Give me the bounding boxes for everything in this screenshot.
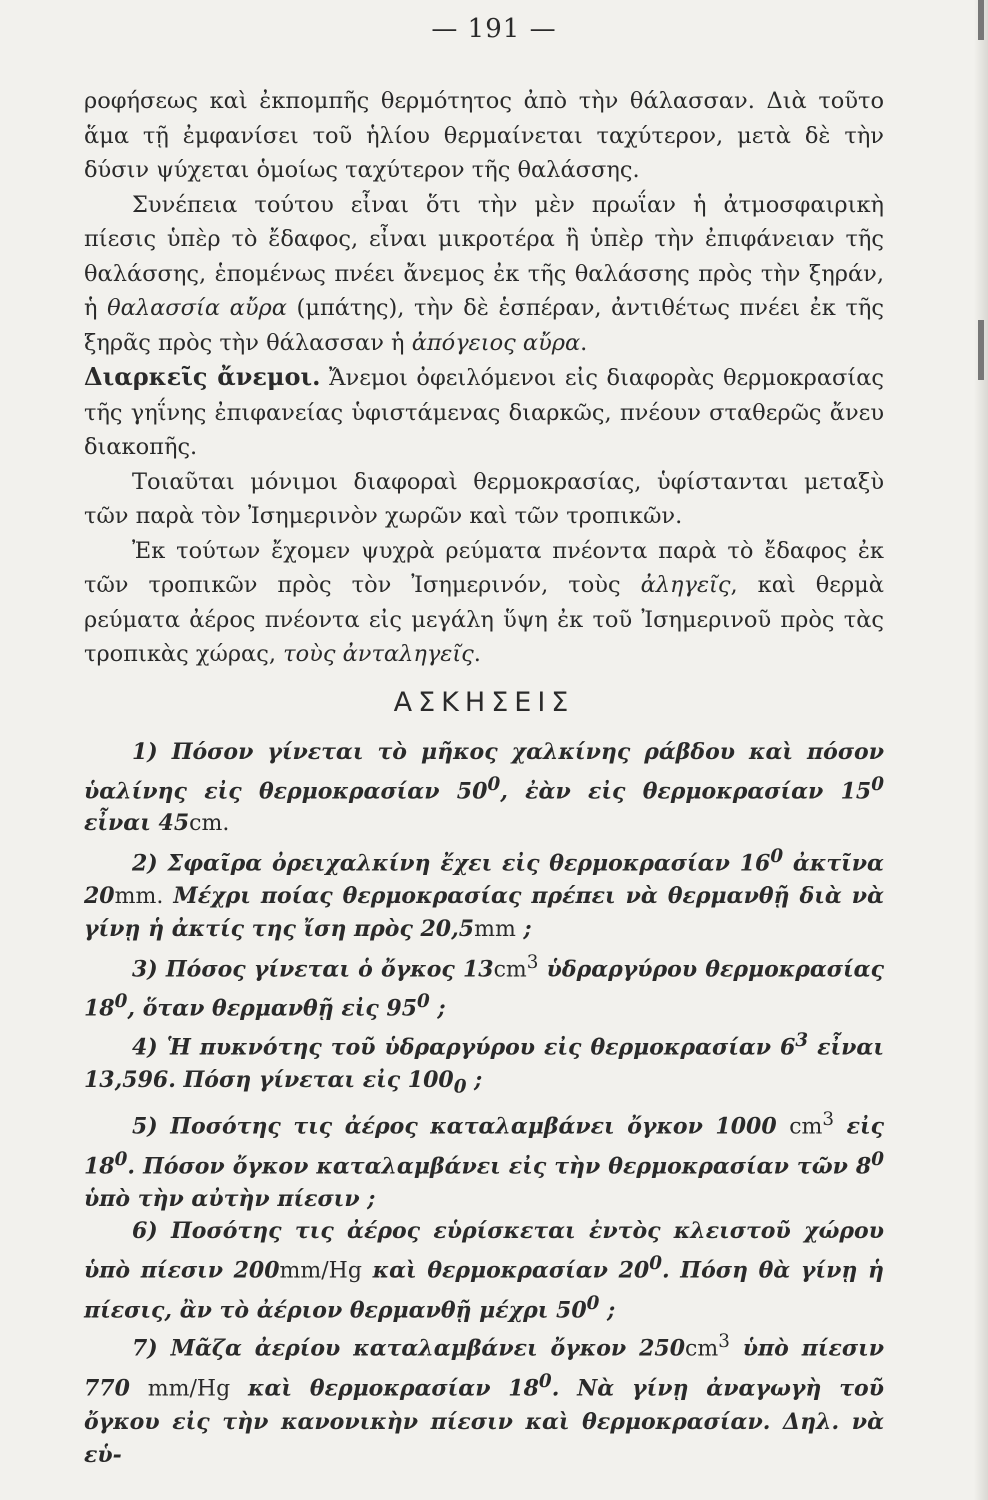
exercise-2-text-2: ἀκτῖνα 20: [84, 850, 884, 909]
exercise-3-unit: cm: [493, 956, 527, 982]
page-number: — 191 —: [431, 14, 557, 44]
exercise-1-unit: cm.: [189, 811, 230, 837]
paragraph-5-end: .: [473, 641, 481, 667]
exercise-5-text: 5) Ποσότης τις ἀέρος καταλαμβάνει ὄγκον 1000: [132, 1113, 790, 1140]
paragraph-5: [84, 534, 884, 672]
page-body: [84, 84, 884, 1471]
paragraph-2: [84, 188, 884, 361]
paragraph-2-end: .: [580, 329, 588, 356]
exercise-5-text-2: εἰς 18: [84, 1113, 885, 1180]
exercise-1-sup: 0: [487, 773, 501, 795]
exercise-3-text-3: , ὅταν θερμανθῇ εἰς 95: [127, 995, 418, 1022]
paragraph-2-text: Συνέπεια τούτου εἶναι ὅτι τὴν μὲν πρωΐαν ἡ ἀτμοσφαιρικὴ πίεσις ὑπὲρ τὸ ἔδαφος, εἶναι μικροτέρα ἢ ὑπὲρ τὴν ἐπιφάνειαν τῆς θαλάσσης, ἑπομένως πνέει ἄνεμος ἐκ τῆς θαλάσσης πρὸς τὴν ξηράν, ἡ: [84, 191, 884, 321]
exercise-7-text-3: καὶ θερμοκρασίαν 18: [230, 1375, 539, 1402]
exercise-6-sup-2: 0: [586, 1292, 600, 1314]
exercise-6-text: 6) Ποσότης τις ἀέρος εὑρίσκεται ἐντὸς κλειστοῦ χώρου ὑπὸ πίεσιν 200: [84, 1218, 884, 1284]
exercise-1-sup-2: 0: [871, 773, 885, 795]
exercise-7-text: 7) Μᾶζα ἀερίου καταλαμβάνει ὄγκον 250: [132, 1335, 686, 1362]
exercise-5-sup: 3: [822, 1109, 835, 1131]
exercise-6-unit: mm/Hg: [279, 1258, 362, 1284]
section-heading-constant-winds: Διαρκεῖς ἄνεμοι.: [84, 362, 321, 391]
exercise-7: [84, 1326, 884, 1471]
term-land-breeze: ἀπόγειος αὔρα: [411, 329, 581, 356]
exercise-1-text-2: , ἐὰν εἰς θερμοκρασίαν 15: [500, 777, 872, 804]
exercise-5-text-3: . Πόσον ὄγκον καταλαμβάνει εἰς τὴν θερμοκρασίαν τῶν 8: [127, 1153, 872, 1180]
exercise-6-sup: 0: [649, 1252, 662, 1274]
exercise-6: [84, 1215, 884, 1326]
exercise-2-unit: mm.: [114, 883, 164, 909]
exercise-2-sup: 0: [770, 845, 784, 867]
exercise-1-text-3: εἶναι 45: [84, 810, 190, 837]
exercise-5: [84, 1104, 884, 1215]
exercises-title: ΑΣΚΗΣΕΙΣ: [393, 686, 575, 718]
exercise-2: [84, 841, 884, 947]
exercise-7-sup: 3: [718, 1331, 730, 1353]
exercise-5-sup-2: 0: [114, 1148, 128, 1170]
exercise-3: [84, 947, 884, 1026]
exercise-2-unit-2: mm: [474, 917, 516, 943]
term-anti-trade-winds: τοὺς ἀνταληγεῖς: [283, 641, 474, 667]
exercise-6-text-2: καὶ θερμοκρασίαν 20: [361, 1257, 650, 1284]
exercise-3-text-2: ὑδραργύρου θερμοκρασίας 18: [84, 955, 884, 1022]
exercise-7-end: . Νὰ γίνῃ ἀναγωγὴ τοῦ ὄγκου εἰς τὴν κανονικὴν πίεσιν καὶ θερμοκρασίαν. Δηλ. νὰ εὑ-: [84, 1375, 884, 1468]
exercise-7-unit-2: mm/Hg: [147, 1376, 231, 1402]
paragraph-5-text-cont: , καὶ θερμὰ ρεύματα ἀέρος πνέοντα εἰς μεγάλη ὕψη ἐκ τοῦ Ἰσημερινοῦ πρὸς τὰς τροπικὰς χώρας,: [84, 572, 884, 667]
term-sea-breeze: θαλασσία αὔρα: [107, 295, 287, 321]
exercise-7-unit: cm: [685, 1336, 719, 1362]
exercise-2-text: 2) Σφαῖρα ὀρειχαλκίνη ἔχει εἰς θερμοκρασίαν 16: [132, 850, 771, 877]
exercise-6-text-3: . Πόση θὰ γίνῃ ἡ πίεσις, ἂν τὸ ἀέριον θερμανθῇ μέχρι 50: [84, 1257, 884, 1323]
term-trade-winds: ἀληγεῖς: [640, 572, 731, 598]
binding-mark: [978, 320, 984, 380]
paragraph-4: Τοιαῦται μόνιμοι διαφοραὶ θερμοκρασίας, ὑφίστανται μεταξὺ τῶν παρὰ τὸν Ἰσημερινὸν χωρῶν καὶ τῶν τροπικῶν.: [84, 468, 884, 529]
exercise-5-sup-3: 0: [871, 1148, 884, 1170]
exercise-1-text: 1) Πόσον γίνεται τὸ μῆκος χαλκίνης ράβδου καὶ πόσον ὑαλίνης εἰς θερμοκρασίαν 50: [84, 739, 884, 804]
exercise-5-unit: cm: [789, 1114, 823, 1140]
exercise-3-sup-2: 0: [114, 991, 128, 1013]
exercise-3-end: ;: [429, 995, 446, 1022]
exercise-4-sup: 3: [795, 1030, 809, 1052]
paragraph-2-text-cont: (μπάτης), τὴν δὲ ἑσπέραν, ἀντιθέτως πνέει ἐκ τῆς ξηρᾶς πρὸς τὴν θάλασσαν ἡ: [84, 295, 885, 356]
paragraph-3-text: Ἄνεμοι ὀφειλόμενοι εἰς διαφορὰς θερμοκρασίας τῆς γηΐνης ἐπιφανείας ὑφιστάμενας διαρκῶς, πνέουν σταθερῶς ἄνευ διακοπῆς.: [84, 365, 884, 460]
exercise-7-text-2: ὑπὸ πίεσιν 770: [84, 1335, 884, 1402]
exercise-4-text: 4) Ἡ πυκνότης τοῦ ὑδραργύρου εἰς θερμοκρασίαν 6: [132, 1034, 796, 1061]
exercise-2-text-3: Μέχρι ποίας θερμοκρασίας πρέπει νὰ θερμανθῇ διὰ νὰ γίνῃ ἡ ἀκτίς της ἴση πρὸς 20,5: [84, 882, 884, 943]
exercise-7-sup-2: 0: [538, 1371, 552, 1393]
paragraph-1: ροφήσεως καὶ ἐκπομπῆς θερμότητος ἀπὸ τὴν θάλασσαν. Διὰ τοῦτο ἅμα τῇ ἐμφανίσει τοῦ ἡλίου θερμαίνεται ταχύτερον, μετὰ δὲ τὴν δύσιν ψύχεται ὁμοίως ταχύτερον τῆς θαλάσσης.: [84, 88, 884, 183]
exercise-3-text: 3) Πόσος γίνεται ὁ ὄγκος 13: [132, 955, 494, 982]
paragraph-3: [84, 360, 884, 465]
binding-mark: [978, 0, 984, 40]
exercise-3-sup-3: 0: [417, 991, 430, 1013]
exercise-4-end: ;: [466, 1067, 483, 1094]
paragraph-5-text: Ἐκ τούτων ἔχομεν ψυχρὰ ρεύματα πνέοντα παρὰ τὸ ἔδαφος ἐκ τῶν τροπικῶν πρὸς τὸν Ἰσημερινόν, τοὺς: [84, 537, 884, 598]
exercise-4: [84, 1025, 884, 1104]
exercise-4-text-2: εἶναι 13,596. Πόση γίνεται εἰς 100: [84, 1034, 884, 1094]
page-edge-shadow: [974, 0, 988, 1500]
exercise-1: [84, 736, 884, 841]
exercise-4-sub: 0: [453, 1076, 467, 1098]
exercise-3-sup: 3: [526, 951, 539, 973]
exercise-2-end: ;: [515, 916, 532, 943]
exercise-6-end: ;: [599, 1296, 616, 1323]
exercise-5-end: ὑπὸ τὴν αὐτὴν πίεσιν ;: [84, 1185, 376, 1212]
